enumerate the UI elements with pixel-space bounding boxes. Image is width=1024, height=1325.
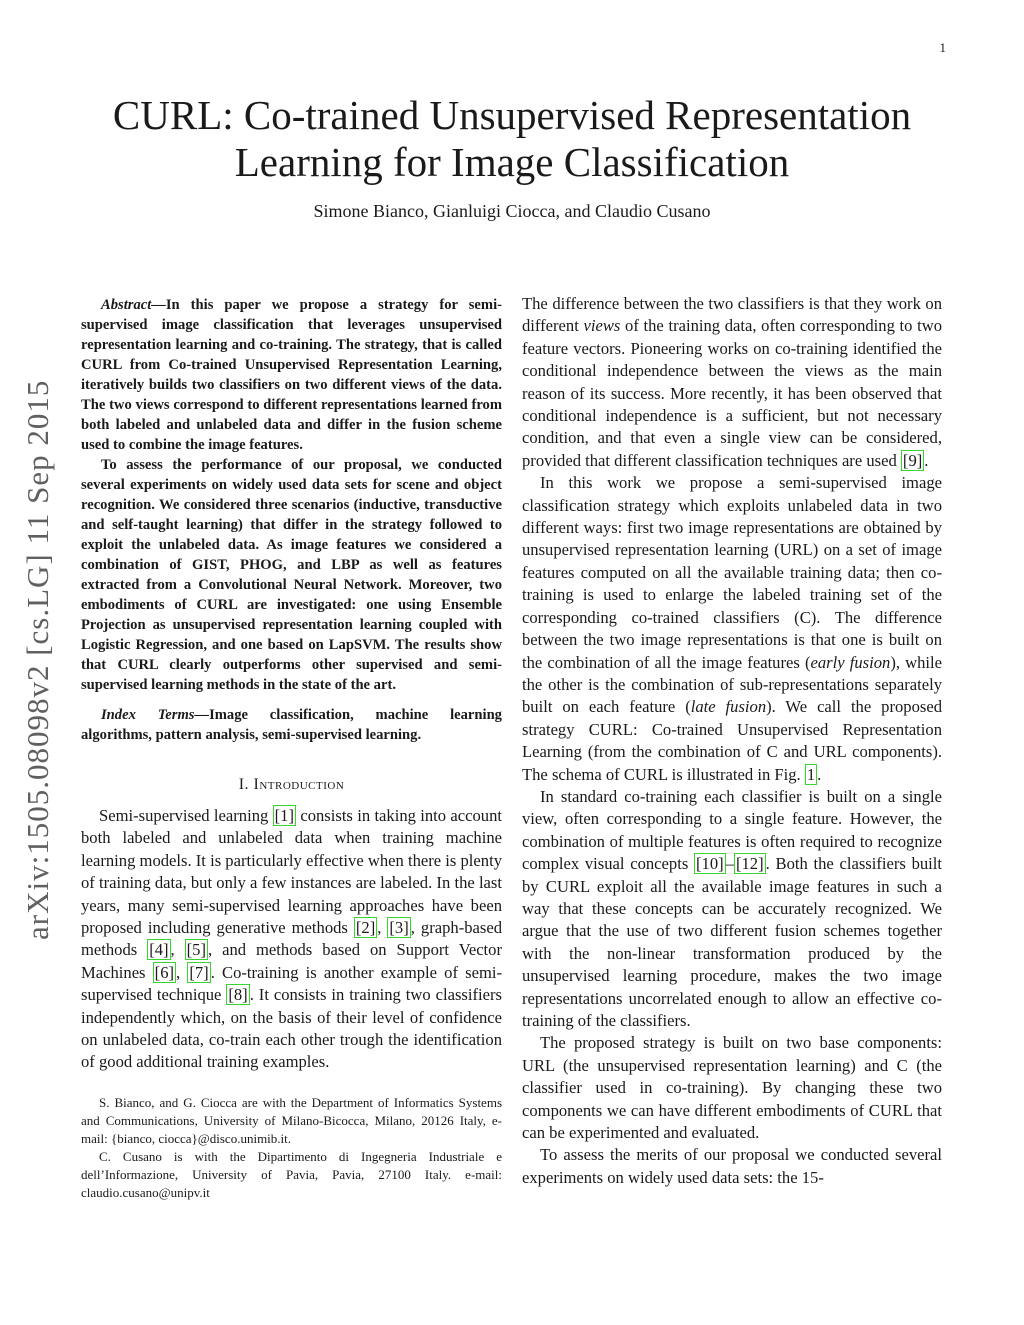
citation-link[interactable]: [3] xyxy=(389,918,409,938)
introduction-paragraph-1 xyxy=(81,805,502,1074)
text-run: . xyxy=(924,450,929,470)
page-number: 1 xyxy=(939,40,946,55)
paragraph-views xyxy=(522,293,942,472)
citation-link[interactable]: [6] xyxy=(154,962,175,982)
text-run: , xyxy=(176,962,188,982)
abstract-paragraph-1 xyxy=(81,295,502,455)
abstract-text-1: In this paper we propose a strategy for semi-supervised image classification that leverages unsupervised representation learning and co-training. The strategy, that is called CURL from Co-trained Unsupervised Representation Learning, iteratively builds two classifiers on two different views of the data. The two views correspond to different representations learned from both labeled and unlabeled data and differ in the fusion scheme used to combine the image features. xyxy=(81,297,502,453)
citation-link[interactable]: [12] xyxy=(735,854,764,874)
text-run: , graph-based methods xyxy=(81,918,502,960)
paragraph-base-components: The proposed strategy is built on two base components: URL (the unsupervised representation learning) and C (the classifier used in co-training). By changing these two components we can have different embodiments of CURL that can be experimented and evaluated. xyxy=(522,1033,942,1143)
text-run: . Co-training is another example of semi-supervised technique xyxy=(81,962,503,1005)
paragraph-standard-cotraining xyxy=(522,786,942,1032)
index-terms-text: Image classification, machine learning algorithms, pattern analysis, semi-supervised learning. xyxy=(81,707,502,743)
text-run: The difference between the two classifiers is that they work on different xyxy=(522,294,942,336)
left-column xyxy=(81,295,502,1202)
citation-link[interactable]: [9] xyxy=(902,450,923,470)
footnote-affiliation-2: C. Cusano is with the Dipartimento di Ingegneria Industriale e dell’Informazione, University of Pavia, Pavia, 27100 Italy. e-mail: claudio.cusano@unipv.it xyxy=(81,1148,502,1200)
citation-link[interactable]: [10] xyxy=(696,854,724,874)
citation-link[interactable]: [7] xyxy=(189,962,209,982)
citation-link[interactable]: [2] xyxy=(355,918,376,938)
right-column xyxy=(522,293,942,1189)
introduction-body xyxy=(81,805,502,1074)
text-run: . It consists in training two classifiers independently which, on the basis of their level of confidence on unlabeled data, co-train each other trough the identification of good additional training examples. xyxy=(81,985,502,1072)
paper-authors: Simone Bianco, Gianluigi Ciocca, and Claudio Cusano xyxy=(313,201,711,221)
footnotes xyxy=(81,1094,502,1202)
text-run: of the training data, often corresponding to two feature vectors. Pioneering works on co-training identified the conditional independence between the views as the main reason of its success. More recently, it has been observed that conditional independence is a sufficient, but not necessary condition, and that even a single view can be considered, provided that different classification techniques are used xyxy=(522,316,942,470)
citation-link[interactable]: [4] xyxy=(149,940,169,960)
index-terms xyxy=(81,705,502,745)
text-run: – xyxy=(725,854,734,874)
abstract-label: Abstract— xyxy=(101,297,166,313)
text-run: , and methods based on Support Vector Machines xyxy=(81,940,502,982)
emphasis: late fusion xyxy=(690,697,767,717)
text-run: Semi-supervised learning xyxy=(99,806,273,825)
right-column-body xyxy=(522,293,942,1189)
text-run: In standard co-training each classifier is built on a single view, often corresponding to a single feature. However, the combination of multiple features is often required to recognize complex visual concepts xyxy=(522,786,942,874)
text-run: , xyxy=(377,918,388,938)
text-run: , xyxy=(170,940,185,960)
arxiv-identifier: arXiv:1505.08098v2 [cs.LG] 11 Sep 2015 xyxy=(20,379,55,940)
text-run: . Both the classifiers built by CURL exploit all the available image features in such a way that these concepts can be accurately recognized. We argue that the use of two different fusion schemes together with the non-linear transformation produced by the unsupervised learning procedure, makes the two image representations uncorrelated enough to allow an effective co-training of the classifiers. xyxy=(522,854,942,1030)
emphasis: views xyxy=(583,316,621,336)
paragraph-proposal xyxy=(522,472,942,786)
text-run: ), while the other is the combination of sub-representations separately built on each feature ( xyxy=(522,652,942,717)
paragraph-experiments: To assess the merits of our proposal we conducted several experiments on widely used data sets: the 15- xyxy=(522,1145,942,1187)
text-run: ). We call the proposed strategy CURL: Co-trained Unsupervised Representation Learning (from the combination of C and URL components). The schema of CURL is illustrated in Fig. xyxy=(522,697,942,784)
section-heading-introduction: I. Introduction xyxy=(238,776,345,793)
text-run: In this work we propose a semi-supervised image classification strategy which exploits unlabeled data in two different ways: first two image representations are obtained by unsupervised representation learning (URL) on a set of image features computed on all the available training data; then co-training is used to enlarge the labeled training set of the corresponding co-trained classifiers (C). The difference between the two image representations is that one is built on the combination of all the image features ( xyxy=(522,473,942,672)
citation-link[interactable]: [8] xyxy=(228,985,248,1005)
citation-link[interactable]: [1] xyxy=(274,806,294,825)
abstract-paragraph-2: To assess the performance of our proposal, we conducted several experiments on widely used data sets for scene and object recognition. We considered three scenarios (inductive, transductive and self-taught learning) that differ in the strategy followed to exploit the unlabeled data. As image features we considered a combination of GIST, PHOG, and LBP as well as features extracted from a Convolutional Neural Network. Moreover, two embodiments of CURL are investigated: one using Ensemble Projection as unsupervised representation learning coupled with Logistic Regression, and one based on LapSVM. The results show that CURL clearly outperforms other supervised and semi-supervised learning methods in the state of the art. xyxy=(81,457,502,693)
footnote-affiliation-1: S. Bianco, and G. Ciocca are with the Department of Informatics Systems and Communications, University of Milano-Bicocca, Milano, 20126 Italy, e-mail: {bianco, ciocca}@disco.unimib.it. xyxy=(81,1094,502,1146)
abstract xyxy=(81,295,502,745)
citation-link[interactable]: [5] xyxy=(186,940,207,960)
index-terms-label: Index Terms— xyxy=(101,707,210,723)
text-run: consists in taking into account both labeled and unlabeled data when training machine learning models. It is particularly effective when there is plenty of training data, but only a few instances are labeled. In the last years, many semi-supervised learning approaches have been proposed including generative methods xyxy=(81,806,502,938)
text-run: . xyxy=(817,764,822,784)
figure-link[interactable]: 1 xyxy=(806,764,816,784)
emphasis: early fusion xyxy=(810,652,891,672)
paper-title: CURL: Co-trained Unsupervised Representation Learning for Image Classification xyxy=(112,92,912,185)
